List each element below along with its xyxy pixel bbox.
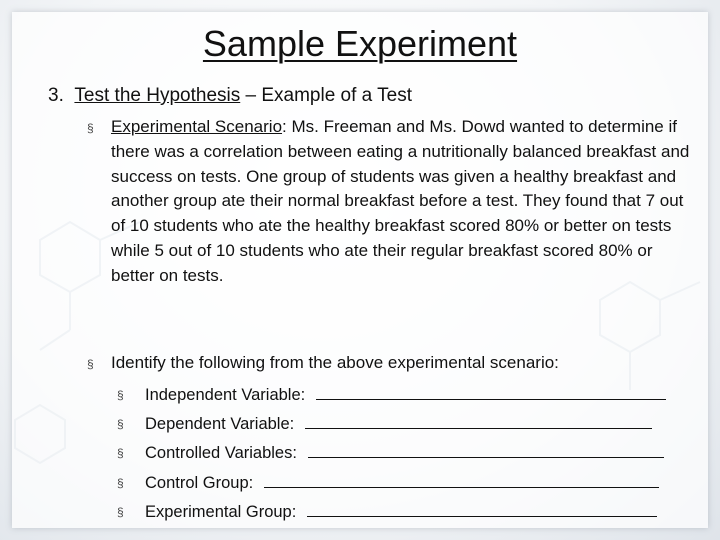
bullet-icon: § <box>117 446 124 461</box>
bullet-icon: § <box>87 121 94 135</box>
scenario-bullet <box>87 115 691 289</box>
answer-item-controlled <box>117 439 690 468</box>
answer-list <box>117 381 690 527</box>
bullet-icon: § <box>117 504 124 519</box>
answer-item-control-group <box>117 469 690 498</box>
answer-blank[interactable] <box>316 385 666 400</box>
answer-label: Control Group: <box>145 473 258 492</box>
slide-title <box>0 22 720 66</box>
answer-blank[interactable] <box>308 443 664 458</box>
answer-label: Controlled Variables: <box>145 444 302 463</box>
heading-rest: – Example of a Test <box>240 85 413 106</box>
answer-item-dependent <box>117 410 690 439</box>
bullet-icon: § <box>87 357 94 371</box>
answer-item-experimental-group <box>117 498 690 527</box>
answer-blank[interactable] <box>264 473 659 488</box>
section-heading <box>48 84 412 108</box>
answer-blank[interactable] <box>307 502 657 517</box>
answer-label: Dependent Variable: <box>145 415 299 434</box>
identify-bullet <box>87 351 691 376</box>
bullet-icon: § <box>117 417 124 432</box>
heading-underlined: Test the Hypothesis <box>74 85 241 106</box>
answer-label: Independent Variable: <box>145 386 310 404</box>
heading-number: 3. <box>48 85 64 106</box>
answer-item-independent <box>117 381 690 410</box>
answer-label: Experimental Group: <box>145 502 301 521</box>
identify-text: Identify the following from the above experimental scenario: <box>111 353 559 372</box>
bullet-icon: § <box>117 475 124 490</box>
scenario-label: Experimental Scenario <box>111 117 283 136</box>
title-text: Sample Experiment <box>202 23 518 64</box>
bullet-icon: § <box>117 388 124 402</box>
scenario-text: : Ms. Freeman and Ms. Dowd wanted to determine if there was a correlation between eating a nutritionally balanced breakfast and success on tests. One group of students was given a healthy breakfast and another group ate their normal breakfast before a test. They found that 7 out of 10 students who ate the healthy breakfast scored 80% or better on tests while 5 out of 10 students who ate their regular breakfast scored 80% or better on tests. <box>111 117 690 285</box>
answer-blank[interactable] <box>305 414 652 429</box>
